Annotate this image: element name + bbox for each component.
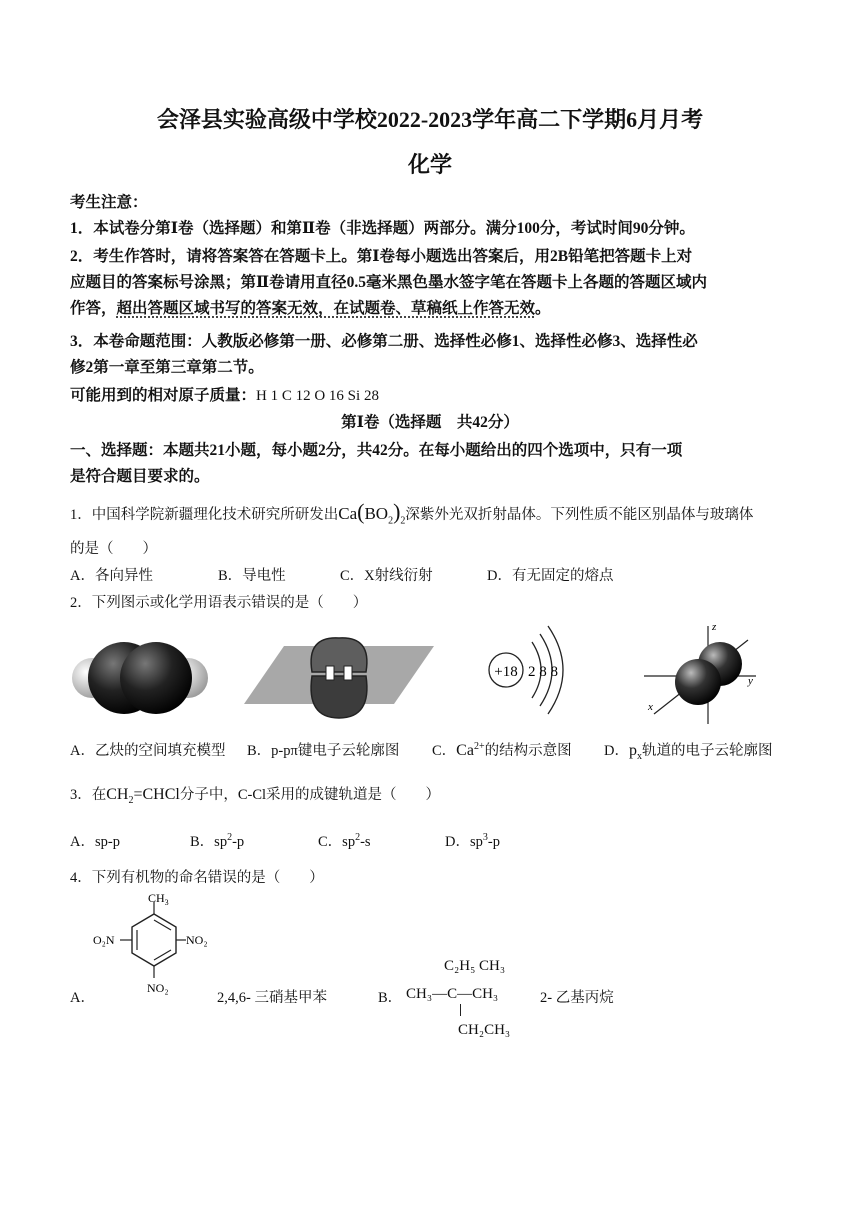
q4-option-b-name: 2- 乙基丙烷 <box>540 990 614 1006</box>
nitro-bottom-label: NO₂ <box>147 981 169 995</box>
question-1-line2: 的是（ ） <box>70 541 157 557</box>
q3-formula: $CH_2=CHCl$ <box>106 786 180 807</box>
q1-option-d: D．有无固定的熔点 <box>487 568 614 584</box>
methyl-label: $CH_3$ <box>148 891 169 907</box>
q4-option-b-bond <box>460 1004 461 1016</box>
page-title: 会泽县实验高级中学校2022-2023学年高二下学期6月月考 <box>156 107 704 132</box>
axis-x-label: x <box>648 701 653 713</box>
q4-option-a-name: 2,4,6- 三硝基甲苯 <box>217 990 327 1006</box>
atomic-mass-line <box>70 383 379 405</box>
subject-title: 化学 <box>407 152 452 177</box>
notice-emphasis: 超出答题区域书写的答案无效，在试题卷、草稿纸上作答无效 <box>116 300 536 317</box>
pi-bond-figure <box>244 632 434 722</box>
acetylene-model-figure <box>70 628 210 728</box>
atomic-mass-values: H 1 C 12 O 16 Si 28 <box>256 388 379 404</box>
part1-heading: 第Ⅰ卷（选择题 共42分） <box>341 414 519 431</box>
notice-heading: 考生注意： <box>70 194 148 211</box>
q4-option-b-label: B． <box>378 990 403 1006</box>
q2-option-c: C．$Ca^{2+}$的结构示意图 <box>432 741 572 759</box>
q4-option-a-label: A． <box>70 990 95 1006</box>
notice-item-2-line3-end: 。 <box>535 300 551 317</box>
section-heading-line1: 一、选择题：本题共21小题，每小题2分，共42分。在每小题给出的四个选项中，只有一项 <box>70 442 683 459</box>
section-heading-line2: 是符合题目要求的。 <box>70 468 210 485</box>
q1-option-a: A．各向异性 <box>70 568 153 584</box>
q1-text-end: 深紫外光双折射晶体。下列性质不能区别晶体与玻璃体 <box>405 507 754 523</box>
q4-option-b-bottom-group: CH₂CH₃ <box>458 1022 511 1038</box>
px-orbital-figure <box>636 618 766 728</box>
question-4-text: 4．下列有机物的命名错误的是（ ） <box>70 870 324 886</box>
notice-item-3-line1: 3．本卷命题范围：人教版必修第一册、必修第二册、选择性必修1、选择性必修3、选择性必 <box>70 333 698 350</box>
q1-formula: $Ca(BO_2)_2$ <box>338 499 406 527</box>
q3-option-d: D．$sp^3-p$ <box>445 832 500 850</box>
q1-option-b: B．导电性 <box>218 568 286 584</box>
trinitrotoluene-structure <box>90 888 220 1003</box>
q2-option-b: B．p-pπ键电子云轮廓图 <box>247 743 400 759</box>
q3-option-c: C．$sp^2-s$ <box>318 832 371 850</box>
q1-option-c: C．X射线衍射 <box>340 568 433 584</box>
axis-y-label: y <box>748 675 753 687</box>
q2-option-d: D．$p_x$轨道的电子云轮廓图 <box>604 742 773 762</box>
q2-option-a: A．乙炔的空间填充模型 <box>70 743 226 759</box>
ion-nucleus-label: +18 <box>494 664 518 680</box>
notice-item-3-line2: 修2第一章至第三章第二节。 <box>70 359 264 376</box>
q4-option-b-top-groups: C₂H₅ CH₃ <box>444 958 506 974</box>
question-1-line1 <box>70 499 753 526</box>
axis-z-label: z <box>712 621 717 633</box>
question-2-text: 2．下列图示或化学用语表示错误的是（ ） <box>70 595 368 611</box>
ion-shell-electrons: 2 8 8 <box>528 664 558 680</box>
notice-item-2-line3-start: 作答， <box>70 300 117 317</box>
q1-text-start: 1．中国科学院新疆理化技术研究所研发出 <box>70 507 339 523</box>
nitro-left-label: O₂N <box>93 933 115 947</box>
ion-structure-figure <box>478 622 588 722</box>
q3-option-b: B．$sp^2-p$ <box>190 832 245 850</box>
question-3-text: 3．在$CH_2=CHCl$分子中，C-Cl采用的成键轨道是（ ） <box>70 786 441 807</box>
atomic-mass-label: 可能用到的相对原子质量： <box>70 387 257 404</box>
notice-item-2-line1: 2．考生作答时，请将答案答在答题卡上。第Ⅰ卷每小题选出答案后，用2B铅笔把答题卡上对 <box>70 248 693 265</box>
notice-item-2-line3 <box>70 296 551 318</box>
q4-option-b-main-chain: CH₃—C—CH₃ <box>406 986 499 1002</box>
nitro-right-label: NO₂ <box>186 933 208 947</box>
notice-item-2-line2: 应题目的答案标号涂黑；第Ⅱ卷请用直径0.5毫米黑色墨水签字笔在答题卡上各题的答题区域内 <box>70 274 707 291</box>
notice-item-1: 1．本试卷分第Ⅰ卷（选择题）和第Ⅱ卷（非选择题）两部分。满分100分，考试时间90分钟。 <box>70 220 695 237</box>
q3-option-a: A．sp-p <box>70 834 120 850</box>
